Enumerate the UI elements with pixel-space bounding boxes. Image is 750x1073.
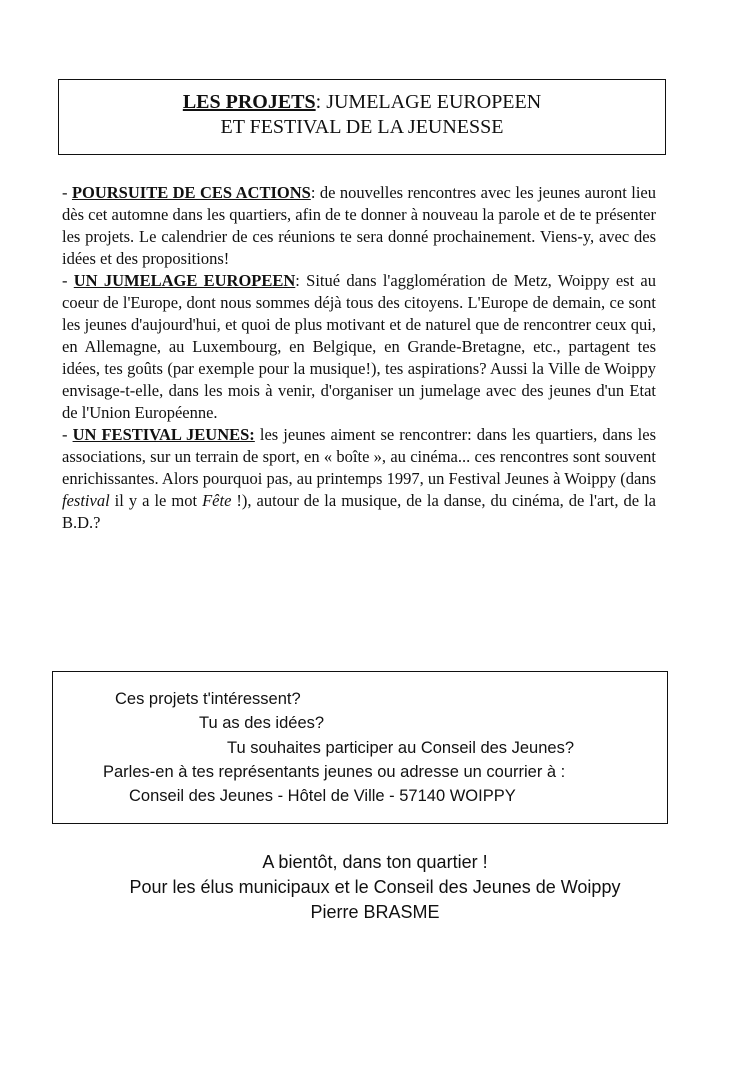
title-bold: LES PROJETS bbox=[182, 91, 316, 113]
contact-line-4: Parles-en à tes représentants jeunes ou adresse un courrier à : bbox=[103, 763, 566, 781]
section-text: : de nouvelles rencontres avec les jeunes auront lieu dès cet automne dans les quartiers, afin de te donner à nouveau la parole et de te présenter les projets. Le calendrier de ces réunions te sera donné prochainement. Viens-y, avec des idées et des propositions! bbox=[62, 183, 656, 268]
contact-box bbox=[52, 671, 668, 824]
title-box bbox=[58, 79, 666, 155]
closing bbox=[0, 850, 750, 925]
contact-address: Conseil des Jeunes - Hôtel de Ville - 57140 WOIPPY bbox=[129, 787, 516, 805]
section-text: !), autour de la musique, de la danse, du cinéma, de l'art, de la B.D.? bbox=[62, 491, 656, 532]
section-dash: - bbox=[62, 425, 73, 444]
section-dash: - bbox=[62, 271, 74, 290]
section-heading: UN JUMELAGE EUROPEEN bbox=[73, 271, 296, 290]
closing-from: Pour les élus municipaux et le Conseil des Jeunes de Woippy bbox=[129, 877, 621, 897]
closing-greeting: A bientôt, dans ton quartier ! bbox=[262, 852, 488, 872]
body-text bbox=[62, 182, 656, 534]
section-text: il y a le mot bbox=[109, 491, 203, 510]
section-heading: UN FESTIVAL JEUNES: bbox=[72, 425, 255, 444]
section-text: : Situé dans l'agglomération de Metz, Woippy est au coeur de l'Europe, dont nous sommes déjà tous des citoyens. L'Europe de demain, ce sont les jeunes d'aujourd'hui, et quoi de plus motivant et de naturel que de rencontrer ceux qui, en Allemagne, au Luxembourg, en Belgique, en Grande-Bretagne, etc., partagent tes idées, tes goûts (par exemple pour la musique!), tes aspirations? Aussi la Ville de Woippy envisage-t-elle, dans les mois à venir, d'organiser un jumelage avec des jeunes d'un Etat de l'Union Européenne. bbox=[62, 271, 657, 422]
contact-line-3: Tu souhaites participer au Conseil des Jeunes? bbox=[227, 739, 575, 757]
contact-line-2: Tu as des idées? bbox=[199, 714, 325, 732]
title-line-1 bbox=[59, 90, 665, 115]
contact-line-1: Ces projets t'intéressent? bbox=[115, 690, 301, 708]
section-dash: - bbox=[62, 183, 72, 202]
section-jumelage bbox=[62, 270, 656, 424]
title-line-2: ET FESTIVAL DE LA JEUNESSE bbox=[220, 116, 504, 138]
closing-signature: Pierre BRASME bbox=[310, 902, 440, 922]
section-text: les jeunes aiment se rencontrer: dans les quartiers, dans les associations, sur un terrain de sport, en « boîte », au cinéma... ces rencontres sont souvent enrichissantes. Alors pourquoi pas, au printemps 1997, un Festival Jeunes à Woippy (dans bbox=[62, 425, 657, 488]
italic-fete: Fête bbox=[202, 491, 232, 510]
section-poursuite bbox=[62, 182, 656, 270]
section-heading: POURSUITE DE CES ACTIONS bbox=[71, 183, 311, 202]
title-rest: : JUMELAGE EUROPEEN bbox=[315, 91, 542, 113]
italic-festival: festival bbox=[62, 491, 110, 510]
section-festival bbox=[62, 424, 656, 534]
